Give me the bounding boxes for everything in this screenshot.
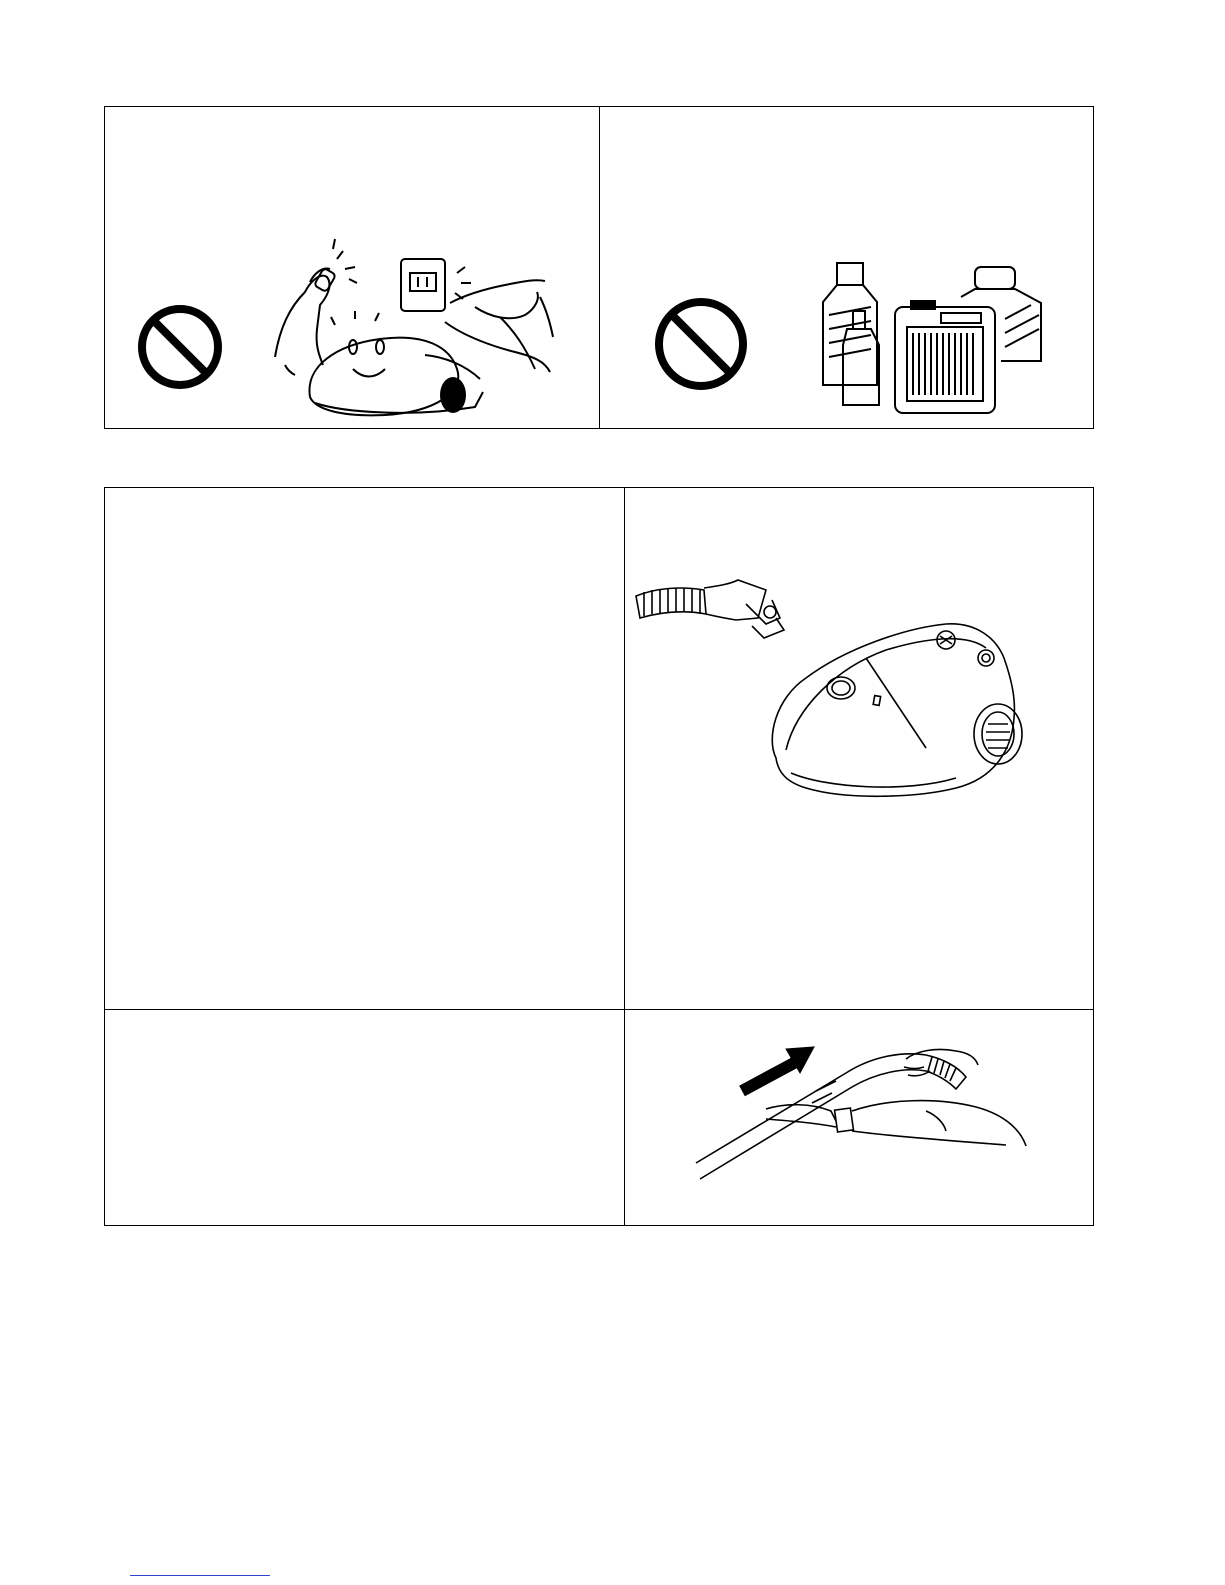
warning-cell-no-wet-hands [105,107,599,427]
warning-cell-no-chemicals [601,107,1093,427]
chemical-bottles-illustration [823,263,1041,413]
footer-link-underline[interactable] [130,1575,270,1576]
warning-table-divider [599,107,600,428]
direction-arrow-icon [742,1047,814,1091]
step-tube-attach-illustration-cell [626,1011,1092,1224]
telescopic-tube-attach-illustration [696,1049,1026,1179]
prohibition-icon [659,302,743,386]
warning-table [104,106,1094,429]
prohibition-icon [142,309,218,385]
steps-table-horizontal-divider [105,1009,1093,1010]
step-hose-connect-illustration-cell [626,488,1092,1009]
step-tube-attach-text-cell [105,1011,624,1224]
steps-table-vertical-divider [624,488,625,1225]
step-hose-connect-text-cell [105,488,624,1009]
wet-hands-plug-illustration [275,239,553,415]
vacuum-wheel-icon [440,377,466,413]
steps-table [104,487,1094,1226]
vacuum-hose-connection-illustration [636,580,1022,796]
